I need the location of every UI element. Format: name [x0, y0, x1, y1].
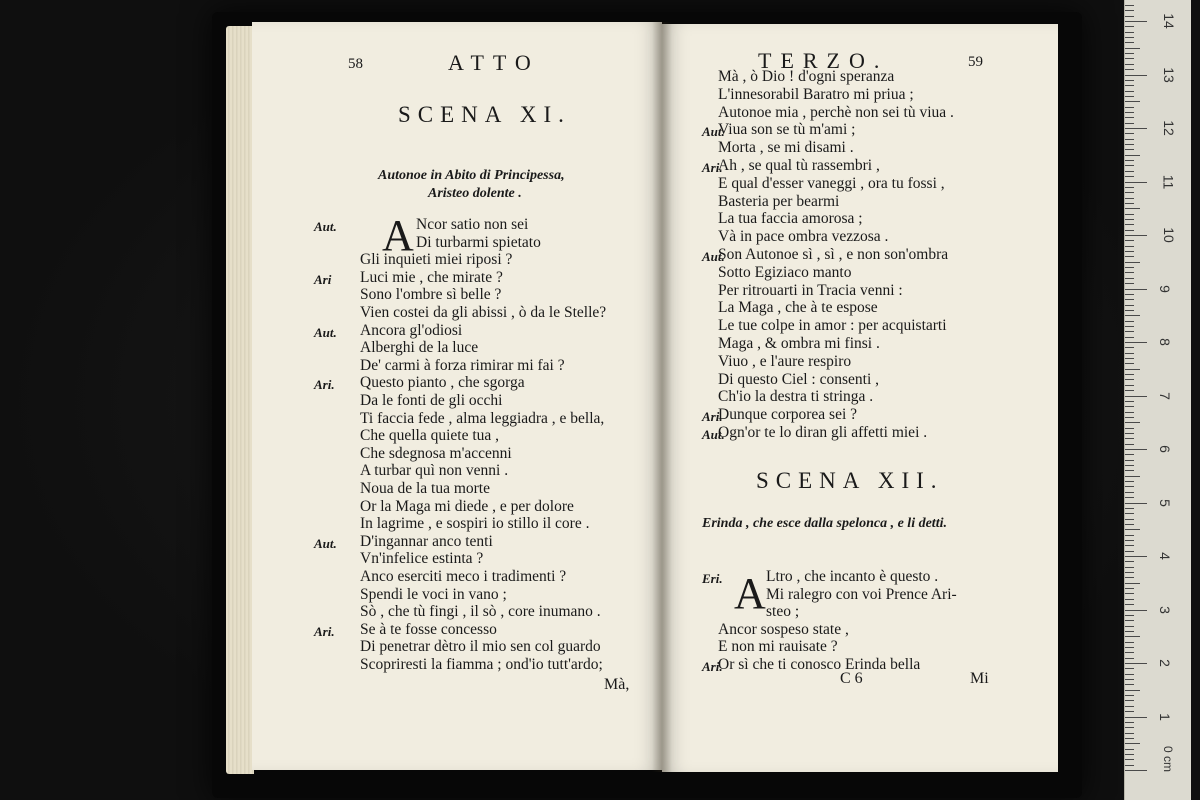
ruler-tick: [1125, 139, 1134, 140]
verse-line: Và in pace ombra vezzosa .: [718, 228, 889, 246]
speaker-label: Aut.: [702, 249, 725, 264]
ruler-tick: [1125, 540, 1134, 541]
ruler-tick: [1125, 663, 1147, 664]
scene-subtitle-line: Aristeo dolente .: [428, 186, 522, 201]
ruler-tick: [1125, 101, 1140, 102]
ruler-tick: [1125, 315, 1140, 316]
ruler-number: 11: [1160, 174, 1177, 189]
verse-line: Viuo , e l'aure respiro: [718, 352, 852, 370]
verse-line: Vien costei da gli abissi , ò da le Stelle?: [360, 304, 607, 321]
ruler-tick: [1125, 588, 1134, 589]
measuring-ruler: [1124, 0, 1191, 800]
verse-line: L'innesorabil Baratro mi priua ;: [718, 85, 914, 103]
ruler-tick: [1125, 219, 1134, 220]
ruler-tick: [1125, 738, 1134, 739]
ruler-tick: [1125, 572, 1134, 573]
ruler-tick: [1125, 668, 1134, 669]
ruler-tick: [1125, 321, 1134, 322]
ruler-tick: [1125, 171, 1134, 172]
ruler-tick: [1125, 80, 1134, 81]
ruler-tick: [1125, 69, 1134, 70]
catchword: Mi: [970, 670, 989, 687]
ruler-tick: [1125, 433, 1134, 434]
ruler-tick: [1125, 717, 1147, 718]
ruler-number: 9: [1156, 284, 1173, 293]
ruler-tick: [1125, 690, 1140, 691]
ruler-tick: [1125, 58, 1134, 59]
page-number: 58: [348, 56, 363, 72]
ruler-tick: [1125, 444, 1134, 445]
ruler-tick: [1125, 759, 1134, 760]
verse-line: E qual d'esser vaneggi , ora tu fossi ,: [718, 174, 945, 192]
scene-subtitle-line: Autonoe in Abito di Principessa,: [378, 168, 565, 183]
ruler-tick: [1125, 636, 1140, 637]
ruler-tick: [1125, 251, 1134, 252]
speaker-label: Aut.: [702, 427, 725, 442]
ruler-tick: [1125, 508, 1134, 509]
drop-cap: A: [734, 569, 766, 618]
page-number: 59: [968, 54, 983, 70]
ruler-tick: [1125, 460, 1134, 461]
ruler-tick: [1125, 513, 1134, 514]
ruler-tick: [1125, 615, 1134, 616]
ruler-tick: [1125, 369, 1140, 370]
speaker-label: Ari.: [702, 409, 723, 425]
catchword: Mà,: [604, 676, 630, 693]
ruler-tick: [1125, 642, 1134, 643]
verse-line: Ancor sospeso state ,: [718, 620, 849, 638]
ruler-tick: [1125, 583, 1140, 584]
verse-line: Sotto Egiziaco manto: [718, 263, 852, 281]
ruler-tick: [1125, 353, 1134, 354]
ruler-tick: [1125, 10, 1134, 11]
verse-line: Per ritrouarti in Tracia venni :: [718, 281, 903, 299]
speaker-label: Ari.: [702, 659, 723, 674]
verse-line: Autonoe mia , perchè non sei tù viua .: [718, 103, 954, 121]
ruler-tick: [1125, 342, 1147, 343]
ruler-tick: [1125, 567, 1134, 568]
ruler-tick: [1125, 198, 1134, 199]
ruler-tick: [1125, 16, 1134, 17]
ruler-tick: [1125, 128, 1147, 129]
ruler-tick: [1125, 283, 1134, 284]
ruler-tick: [1125, 107, 1134, 108]
verse-line: Son Autonoe sì , sì , e non son'ombra: [718, 246, 949, 263]
verse-line: Morta , se mi disami .: [718, 139, 854, 157]
ruler-tick: [1125, 390, 1134, 391]
ruler-tick: [1125, 503, 1147, 504]
ruler-tick: [1125, 454, 1134, 455]
ruler-tick: [1125, 123, 1134, 124]
ruler-tick: [1125, 112, 1134, 113]
ruler-number: 6: [1156, 445, 1173, 453]
speaker-label: Aut.: [314, 535, 337, 551]
ruler-tick: [1125, 593, 1134, 594]
verse-line: Di turbarmi spietato: [416, 233, 541, 251]
ruler-tick: [1125, 299, 1134, 300]
verse-line: Viua son se tù m'ami ;: [718, 121, 856, 139]
ruler-tick: [1125, 53, 1134, 54]
ruler-tick: [1125, 497, 1134, 498]
ruler-tick: [1125, 770, 1147, 771]
ruler-tick: [1125, 765, 1134, 766]
verse-line: E non mi rauisate ?: [718, 638, 838, 656]
verse-line: Or la Maga mi diede , e per dolore: [360, 497, 574, 515]
ruler-tick: [1125, 599, 1134, 600]
running-head: ATTO: [448, 50, 540, 75]
ruler-number: 4: [1156, 552, 1173, 560]
ruler-tick: [1125, 631, 1134, 632]
verse-line: A turbar quì non venni .: [360, 462, 509, 480]
ruler-tick: [1125, 337, 1134, 338]
ruler-tick: [1125, 358, 1134, 359]
ruler-tick: [1125, 620, 1134, 621]
verse-line: Ah , se qual tù rassembri ,: [718, 157, 880, 174]
ruler-tick: [1125, 310, 1134, 311]
speaker-label: Ari.: [702, 160, 723, 175]
signature-mark: C 6: [840, 670, 863, 687]
ruler-tick: [1125, 684, 1134, 685]
verse-line: Ncor satio non sei: [416, 216, 529, 233]
verse-line: Basteria per bearmi: [718, 192, 840, 210]
ruler-tick: [1125, 165, 1134, 166]
ruler-tick: [1125, 144, 1134, 145]
ruler-tick: [1125, 230, 1134, 231]
verse-line: Luci mie , che mirate ?: [360, 268, 503, 286]
verse-line: Dunque corporea sei ?: [718, 406, 858, 424]
ruler-tick: [1125, 476, 1140, 477]
ruler-tick: [1125, 519, 1134, 520]
ruler-tick: [1125, 182, 1147, 183]
ruler-tick: [1125, 733, 1134, 734]
ruler-tick: [1125, 401, 1134, 402]
ruler-tick: [1125, 706, 1134, 707]
scene-title: SCENA XI.: [398, 102, 571, 127]
ruler-tick: [1125, 149, 1134, 150]
ruler-tick: [1125, 711, 1134, 712]
ruler-tick: [1125, 347, 1134, 348]
ruler-tick: [1125, 700, 1134, 701]
ruler-tick: [1125, 363, 1134, 364]
verse-line: Noua de la tua morte: [360, 480, 490, 497]
ruler-number: 3: [1156, 605, 1173, 614]
ruler-tick: [1125, 48, 1140, 49]
speaker-label: Aut.: [702, 124, 725, 140]
verse-line: Di penetrar dètro il mio sen col guardo: [360, 638, 601, 656]
ruler-tick: [1125, 267, 1134, 268]
ruler-tick: [1125, 406, 1134, 407]
ruler-number: 5: [1156, 498, 1173, 507]
ruler-tick: [1125, 203, 1134, 204]
ruler-tick: [1125, 246, 1134, 247]
ruler-tick: [1125, 604, 1134, 605]
verse-line: Da le fonti de gli occhi: [360, 392, 503, 409]
ruler-tick: [1125, 214, 1134, 215]
verse-line: De' carmi à forza rimirar mi fai ?: [360, 356, 565, 374]
ruler-tick: [1125, 21, 1147, 22]
ruler-tick: [1125, 278, 1134, 279]
ruler-tick: [1125, 42, 1134, 43]
ruler-tick: [1125, 561, 1134, 562]
speaker-label: Ari.: [314, 377, 335, 393]
ruler-tick: [1125, 208, 1140, 209]
speaker-label: Aut.: [314, 219, 337, 234]
ruler-tick: [1125, 470, 1134, 471]
ruler-tick: [1125, 326, 1134, 327]
ruler-tick: [1125, 492, 1134, 493]
ruler-tick: [1125, 91, 1134, 92]
ruler-tick: [1125, 658, 1134, 659]
verse-line: Spendi le voci in vano ;: [360, 585, 507, 603]
ruler-tick: [1125, 428, 1134, 429]
ruler-tick: [1125, 722, 1134, 723]
verse-line: Or sì che ti conosco Erinda bella: [718, 656, 921, 673]
ruler-tick: [1125, 556, 1147, 557]
left-page: [252, 22, 662, 770]
ruler-tick: [1125, 262, 1140, 263]
verse-line: Ti faccia fede , alma leggiadra , e bella,: [360, 409, 605, 427]
ruler-tick: [1125, 465, 1134, 466]
ruler-tick: [1125, 160, 1134, 161]
ruler-tick: [1125, 535, 1134, 536]
page-edges: [226, 26, 254, 774]
ruler-number: 12: [1160, 120, 1177, 136]
ruler-tick: [1125, 652, 1134, 653]
ruler-tick: [1125, 85, 1134, 86]
ruler-number: 14: [1160, 13, 1177, 29]
ruler-tick: [1125, 272, 1134, 273]
verse-line: Di questo Ciel : consenti ,: [718, 370, 880, 388]
ruler-tick: [1125, 727, 1134, 728]
verse-line: Ogn'or te lo diran gli affetti miei .: [718, 424, 928, 441]
ruler-tick: [1125, 256, 1134, 257]
ruler-tick: [1125, 524, 1134, 525]
scene-subtitle: Erinda , che esce dalla spelonca , e li detti.: [702, 516, 947, 531]
verse-line: Anco eserciti meco i tradimenti ?: [360, 568, 567, 585]
verse-line: Mà , ò Dio ! d'ogni speranza: [718, 68, 895, 85]
ruler-tick: [1125, 529, 1140, 530]
right-page: [662, 24, 1058, 772]
ruler-tick: [1125, 610, 1147, 611]
ruler-tick: [1125, 379, 1134, 380]
verse-line: Vn'infelice estinta ?: [360, 550, 484, 568]
ruler-tick: [1125, 37, 1134, 38]
ruler-number: 10: [1160, 227, 1177, 243]
ruler-tick: [1125, 749, 1134, 750]
verse-line: Ancora gl'odiosi: [360, 321, 463, 339]
ruler-tick: [1125, 64, 1134, 65]
ruler-tick: [1125, 422, 1140, 423]
verse-line: Gli inquieti miei riposi ?: [360, 251, 513, 269]
running-head: TERZO.: [758, 48, 889, 73]
ruler-tick: [1125, 305, 1134, 306]
ruler-tick: [1125, 438, 1134, 439]
ruler-tick: [1125, 155, 1140, 156]
ruler-unit-label: 0 cm: [1161, 745, 1176, 773]
ruler-tick: [1125, 577, 1134, 578]
ruler-tick: [1125, 117, 1134, 118]
verse-line: Sò , che tù fingi , il sò , core inumano .: [360, 603, 601, 621]
ruler-number: 8: [1156, 338, 1173, 346]
ruler-tick: [1125, 294, 1134, 295]
ruler-tick: [1125, 96, 1134, 97]
book-gutter: [652, 22, 672, 772]
ruler-tick: [1125, 32, 1134, 33]
ruler-tick: [1125, 240, 1134, 241]
ruler-tick: [1125, 743, 1140, 744]
ruler-tick: [1125, 235, 1147, 236]
ruler-tick: [1125, 695, 1134, 696]
ruler-tick: [1125, 192, 1134, 193]
verse-line: Sono l'ombre sì belle ?: [360, 286, 502, 304]
ruler-tick: [1125, 412, 1134, 413]
ruler-tick: [1125, 545, 1134, 546]
verse-line: La Maga , che à te espose: [718, 299, 878, 317]
ruler-tick: [1125, 626, 1134, 627]
ruler-tick: [1125, 5, 1134, 6]
speaker-label: Aut.: [314, 324, 337, 340]
ruler-number: 1: [1156, 712, 1173, 721]
ruler-number: 7: [1156, 391, 1173, 400]
verse-line: Che sdegnosa m'accenni: [360, 444, 512, 462]
drop-cap: A: [382, 211, 414, 260]
ruler-tick: [1125, 674, 1134, 675]
ruler-tick: [1125, 385, 1134, 386]
verse-line: Questo pianto , che sgorga: [360, 374, 525, 392]
speaker-label: Eri.: [702, 571, 723, 586]
ruler-tick: [1125, 551, 1134, 552]
verse-line: steo ;: [766, 603, 800, 621]
verse-line: La tua faccia amorosa ;: [718, 210, 863, 228]
ruler-tick: [1125, 374, 1134, 375]
scene-title: SCENA XII.: [756, 468, 944, 493]
ruler-tick: [1125, 647, 1134, 648]
ruler-tick: [1125, 486, 1134, 487]
speaker-label: Ari.: [314, 623, 335, 639]
ruler-number: 2: [1156, 659, 1173, 667]
ruler-tick: [1125, 224, 1134, 225]
ruler-tick: [1125, 176, 1134, 177]
ruler-tick: [1125, 133, 1134, 134]
ruler-tick: [1125, 679, 1134, 680]
ruler-tick: [1125, 289, 1147, 290]
ruler-tick: [1125, 754, 1134, 755]
ruler-tick: [1125, 75, 1147, 76]
ruler-tick: [1125, 187, 1134, 188]
speaker-label: Ari: [314, 271, 332, 287]
ruler-tick: [1125, 481, 1134, 482]
verse-line: Le tue colpe in amor : per acquistarti: [718, 317, 947, 335]
verse-line: Ch'io la destra ti stringa .: [718, 388, 874, 406]
ruler-number: 13: [1160, 66, 1177, 83]
verse-line: Mi ralegro con voi Prence Ari-: [766, 585, 957, 603]
verse-line: Se à te fosse concesso: [360, 620, 497, 638]
verse-line: Ltro , che incanto è questo .: [766, 568, 939, 585]
ruler-tick: [1125, 26, 1134, 27]
verse-line: Scopriresti la fiamma ; ond'io tutt'ardo;: [360, 656, 603, 673]
verse-line: Che quella quiete tua ,: [360, 427, 500, 445]
ruler-tick: [1125, 396, 1147, 397]
ruler-tick: [1125, 449, 1147, 450]
verse-line: In lagrime , e sospiri io stillo il core .: [360, 515, 590, 533]
verse-line: Alberghi de la luce: [360, 339, 479, 357]
ruler-tick: [1125, 331, 1134, 332]
verse-line: D'ingannar anco tenti: [360, 532, 493, 550]
verse-line: Maga , & ombra mi finsi .: [718, 335, 880, 352]
ruler-tick: [1125, 417, 1134, 418]
